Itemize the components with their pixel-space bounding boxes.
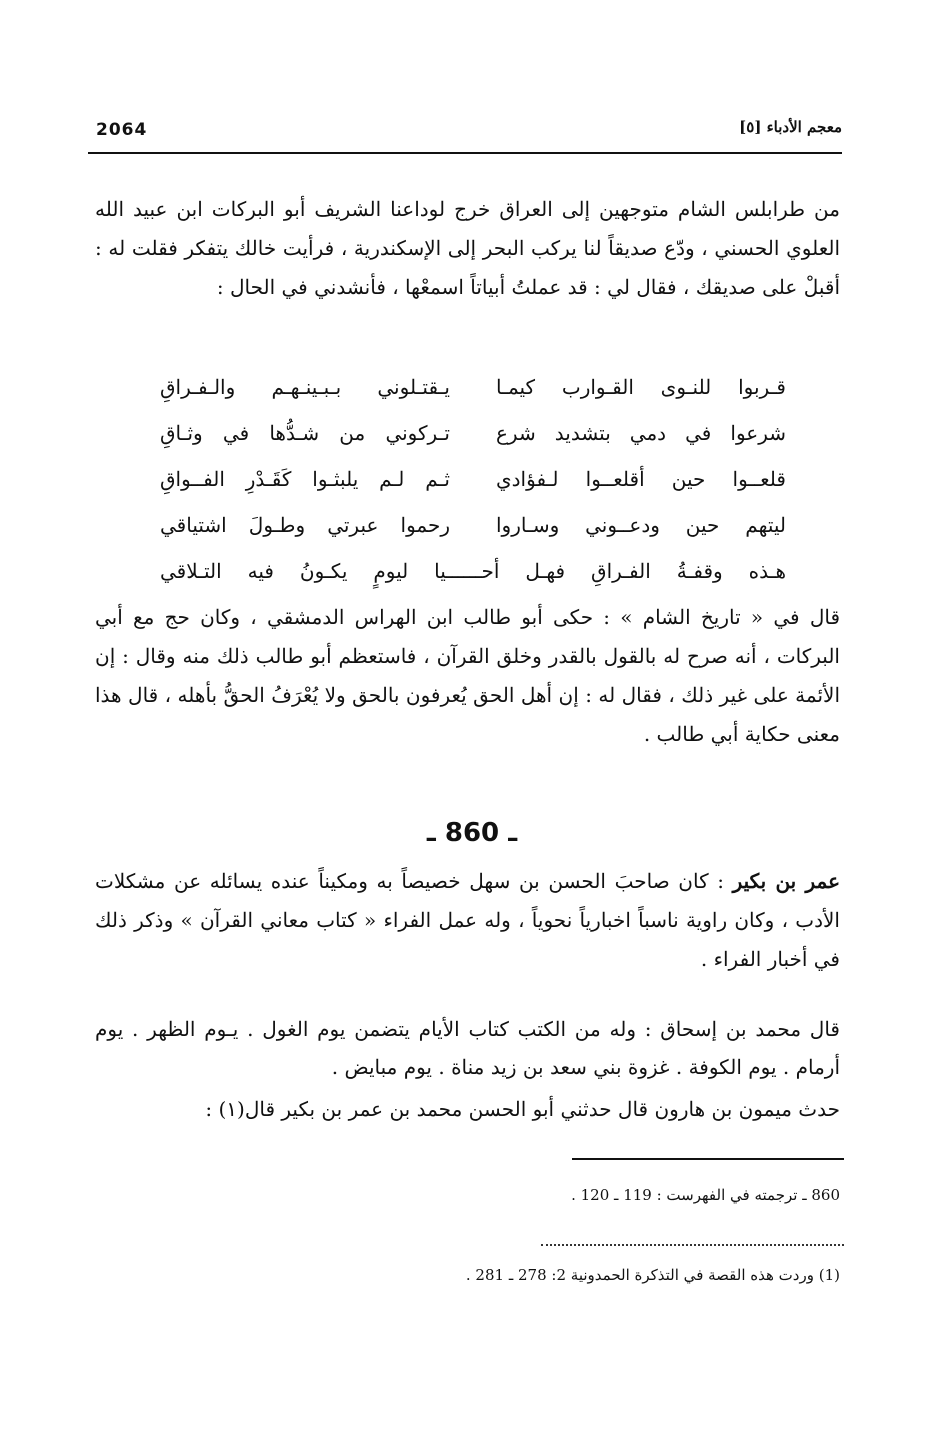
opening-paragraph: من طرابلس الشام متوجهين إلى العراق خرج لوداعنا الشريف أبو البركات ابن عبيد الله العلوي الحسني ، ودّع صديقاً لنا يركب البحر إلى الإسكندرية ، فرأيت خالك يتفكر فقلت له : أقبلْ على صديقك ، فقال لي : قد عملتُ أبياتاً اسمعْها ، فأنشدني في الحال : (95, 197, 840, 299)
last-verse-text: هـذه وقفـةُ الفـراقِ فهـل أحــــــيا ليومٍ يكـونُ فيه التـلاقي (160, 559, 786, 583)
page-number: 2064 (96, 120, 148, 140)
dotted-separator (541, 1244, 844, 1246)
page-header (88, 118, 842, 154)
entry-number: ـ 860 ـ (426, 818, 518, 848)
poem-verse (160, 502, 786, 548)
verse-first-hemistich: قلعــوا حين أقلعــوا لـفؤادي (496, 467, 786, 491)
bio-name: عمر بن بكير (732, 869, 841, 893)
footnote-entry-ref: 860 ـ ترجمته في الفهرست : 119 ـ 120 . (571, 1186, 840, 1204)
poem-last-verse (160, 548, 786, 594)
footnote-1: (1) وردت هذه القصة في التذكرة الحمدونية 2: 278 ـ 281 . (465, 1266, 840, 1284)
poem-verse (160, 410, 786, 456)
poem (160, 364, 786, 594)
poem-verse (160, 364, 786, 410)
verse-second-hemistich: تـركوني من شـدُّها في وثـاقِ (160, 421, 450, 445)
bio-text: : كان صاحبَ الحسن بن سهل خصيصاً به ومكيناً عنده يسائله عن مشكلات الأدب ، وكان راوية ناسباً اخبارياً نحوياً ، وله عمل الفراء « كتاب معاني القرآن » وذكر ذلك في أخبار الفراء . (95, 869, 840, 971)
books-paragraph: قال محمد بن إسحاق : وله من الكتب كتاب الأيام يتضمن يوم الغول . يـوم الظهر . يوم أرمام . يوم الكوفة . غزوة بني سعد بن زيد مناة . يوم مبايض . (95, 1017, 840, 1079)
verse-second-hemistich: يـقتـلوني بـبـينـهـم والـفـراقِ (160, 375, 450, 399)
verse-first-hemistich: شرعوا في دمي بتشديد شرع (496, 421, 786, 445)
bio-paragraph (95, 862, 840, 979)
chain-paragraph: حدث ميمون بن هارون قال حدثني أبو الحسن محمد بن عمر بن بكير قال(١) : (205, 1097, 840, 1121)
quote-paragraph: قال في « تاريخ الشام » : حكى أبو طالب ابن الهراس الدمشقي ، وكان حج مع أبي البركات ، أنه صرح له بالقول بالقدر وخلق القرآن ، فاستعظم أبو طالب ذلك منه وقال : إن الأئمة على غير ذلك ، فقال له : إن أهل الحق يُعرفون بالحق ولا يُعْرَفُ الحقُّ بأهله ، قال هذا معنى حكاية أبي طالب . (95, 605, 840, 746)
footnote-rule (572, 1158, 844, 1160)
running-head: معجم الأدباء [٥] (739, 118, 842, 136)
verse-first-hemistich: قـربوا للنـوى القـوارب كيمـا (496, 375, 786, 399)
verse-second-hemistich: ثـم لـم يلبثـوا كَقَـدْرِ الفــواقِ (160, 467, 450, 491)
poem-verse (160, 456, 786, 502)
verse-second-hemistich: رحموا عبرتي وطـولَ اشتياقي (160, 513, 450, 537)
verse-first-hemistich: ليتهم حين ودعــوني وسـاروا (496, 513, 786, 537)
